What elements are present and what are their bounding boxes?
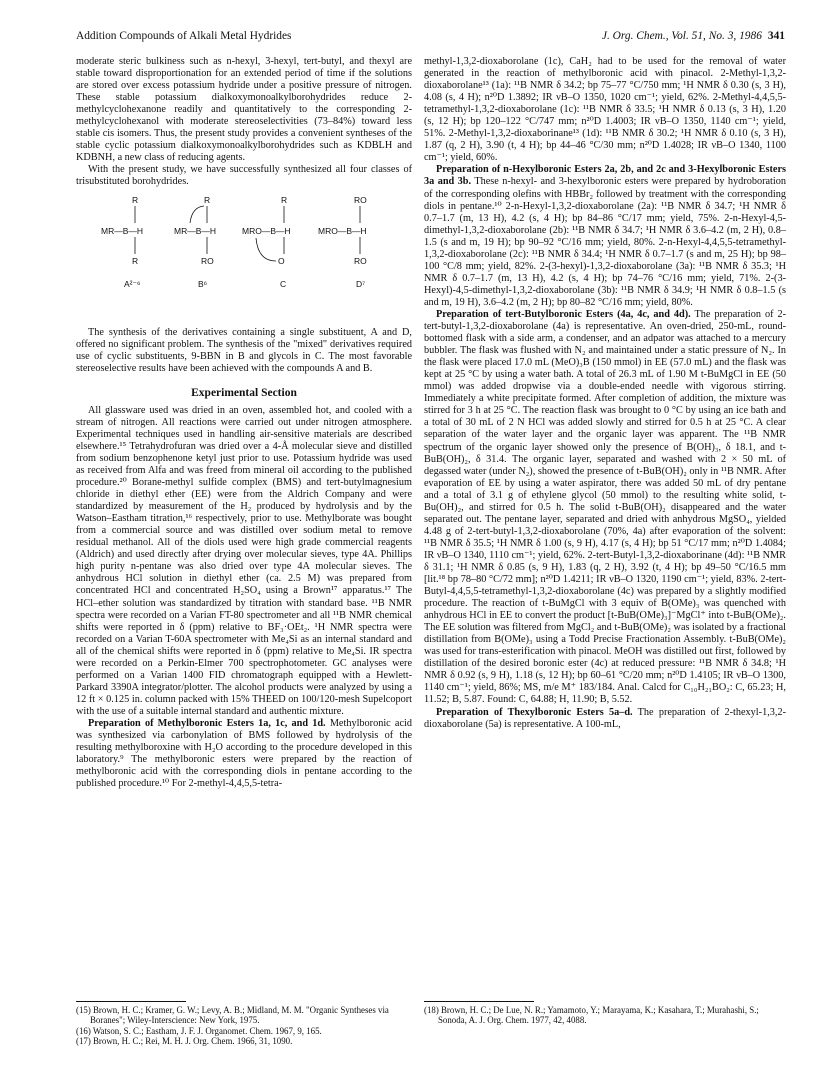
structure-diagram (76, 193, 412, 321)
footnote: (18) Brown, H. C.; De Lue, N. R.; Yamamoto, Y.; Marayama, K.; Kasahara, T.; Murahashi, S.; Sonoda, A. J. Org. Chem. 1977, 42, 4088. (424, 1005, 759, 1026)
svg-text:R: R (132, 194, 139, 205)
structure-b (174, 195, 216, 289)
svg-text:R: R (132, 255, 139, 266)
structure-a (101, 195, 143, 289)
footnotes-left (76, 1001, 412, 1047)
svg-text:R: R (281, 194, 288, 205)
section-heading: Experimental Section (191, 386, 297, 399)
footnote-rule (424, 1001, 534, 1002)
svg-text:MRO—B—H: MRO—B—H (242, 225, 291, 236)
page-number: 341 (767, 30, 785, 42)
structure-label-c: C (280, 278, 287, 289)
running-title: Addition Compounds of Alkali Metal Hydrides (76, 30, 292, 42)
structure-c (242, 195, 291, 289)
footnote: (17) Brown, H. C.; Rei, M. H. J. Org. Chem. 1966, 31, 1090. (76, 1036, 293, 1047)
structure-label-a: A²⁻⁶ (124, 278, 141, 289)
footnotes-right (424, 1001, 786, 1026)
footnote: (16) Watson, S. C.; Eastham, J. F. J. Organomet. Chem. 1967, 9, 165. (76, 1025, 322, 1036)
running-header (76, 30, 785, 46)
subsection-heading: Preparation of tert-Butylboronic Esters (4a, 4c, and 4d). (436, 308, 691, 320)
svg-text:RO: RO (354, 194, 367, 205)
borohydride-structures (76, 193, 412, 321)
right-column (424, 56, 786, 731)
svg-text:MR—B—H: MR—B—H (101, 225, 144, 236)
footnote-rule (76, 1001, 186, 1002)
paragraph: methyl-1,3,2-dioxaborolane (1c), CaH₂ had to be used for the removal of water generated in the reaction of methylboronic acid with pinacol. 2-Methyl-1,3,2-dioxaborolane¹³ (1a): ¹¹B NMR δ 34.2; bp 75–77 °C/750 mm; ¹H NMR δ 0.30 (s, 3 H), 4.08 (s, 4 H); n²⁰D 1.3892; IR νB–O 1350, 1020 cm⁻¹; yield, 62%. 2-Methyl-4,4,5,5-tetramethyl-1,3,2-dioxaborolane (1c): ¹¹B NMR δ 33.5; ¹H NMR δ 0.13 (s, 3 H), 1.20 (s, 12 H); bp 120–122 °C/747 mm; n²⁰D 1.4003; IR νB–O 1350, 1140 cm⁻¹; yield, 51%. 2-Methyl-1,3,2-dioxaborinane¹³ (1d): ¹¹B NMR δ 30.2; ¹H NMR δ 0.10 (s, 3 H), 1.87 (q, 2 H), 3.90 (t, 4 H); bp 44–46 °C/30 mm; n²⁰D 1.4028; IR νB–O 1340, 1100 cm⁻¹; yield, 60%. (424, 56, 786, 164)
footnote: (15) Brown, H. C.; Kramer, G. W.; Levy, A. B.; Midland, M. M. "Organic Syntheses via Boranes"; Wiley-Interscience: New York, 1975. (76, 1005, 389, 1026)
paragraph: Preparation of Thexylboronic Esters 5a–d. The preparation of 2-thexyl-1,3,2-dioxaborolane (5a) is representative. A 100-mL, (424, 706, 786, 730)
svg-text:O: O (278, 255, 285, 266)
structure-label-b: B⁶ (198, 278, 208, 289)
left-column (76, 56, 412, 790)
svg-text:MR—B—H: MR—B—H (174, 225, 217, 236)
structure-d (318, 195, 367, 289)
journal-citation: J. Org. Chem., Vol. 51, No. 3, 1986 341 (601, 30, 785, 42)
svg-text:RO: RO (201, 255, 214, 266)
paragraph: Preparation of tert-Butylboronic Esters (4a, 4c, and 4d). The preparation of 2-tert-butyl-1,3,2-dioxaborolane (4a) is representative. An oven-dried, 250-mL, round-bottomed flask with a side arm, a condenser, and an adpator was attached to a mercury bubbler. The flask was flushed with N₂ and maintained under a static pressure of N₂. In the flask were placed 17.0 mL (MeO)₃B (150 mmol) in EE (57.0 mL) and the flask was kept at 25 °C by using a water bath. A total of 26.3 mL of 1.90 M t-BuMgCl in EE (50 mmol) was added dropwise via a double-ended needle with vigorous stirring. Immediately a white precipitate formed. After completion of addition, the mixture was stirred for 3 h at 25 °C. The reaction flask was brought to 0 °C by using an ice bath and a total of 30 mL of 2 N HCl was added slowly and stirred for 0.5 h at 25 °C. A clear separation of the water layer and the organic layer was apparent. The ¹¹B NMR spectrum of the organic layer showed only the presence of B(OH)₃, δ 18.1, and t-BuB(OH)₂, δ 31.4. The organic layer, separated and washed with 2 × 50 mL of degassed water (under N₂), showed the presence of t-BuB(OH)₂ only in ¹¹B NMR. After evaporation of EE by using a water aspirator, there was added 50 mL of dry pentane and a total of 3.1 g of ethylene glycol (50 mmol) to the resulting white solid, t-Bu(OH)₂, and stirred for 0.5 h. The solid t-BuB(OH)₂ disappeared and the water separated out. The pentane layer, separated and dried with anhydrous MgSO₄, yielded 4.48 g of 2-tert-butyl-1,3,2-dioxaborolane (70%, 4a) after evaporation of the solvent: ¹¹B NMR δ 35.5; ¹H NMR δ 1.00 (s, 9 H), 4.17 (s, 4 H); bp 51 °C/17 mm; n²⁰D 1.4084; IR νB–O 1340, 1110 cm⁻¹; yield, 62%. 2-tert-Butyl-1,3,2-dioxaborinane (4d): ¹¹B NMR δ 31.1; ¹H NMR δ 0.85 (s, 9 H), 1.83 (q, 2 H), 3.92 (t, 4 H); bp 49–50 °C/16.5 mm [lit.¹⁸ bp 78–80 °C/72 mm]; n²⁰D 1.4211; IR νB–O 1320, 1190 cm⁻¹; yield, 83%. 2-tert-Butyl-4,4,5,5-tetramethyl-1,3,2-dioxaborolane (4c) was prepared by a slightly modified procedure. The reaction of t-BuMgCl with 3 equiv of B(OMe)₃ was quenched with anhydrous HCl in EE to convert the product [t-BuB(OMe)₃]⁻MgCl⁺ into t-BuB(OMe)₂. The EE solution was filtered from MgCl₂ and t-BuB(OMe)₂ was isolated by a fractional distillation from B(OMe)₃ using a Todd Precise Fractionation Assembly. t-BuB(OMe)₂ was used for trans-esterification with pinacol. MeOH was distilled out first, followed by distillation of the desired boronic ester (4c) at reduced pressure: ¹¹B NMR δ 34.8; ¹H NMR δ 0.92 (s, 9 H), 1.18 (s, 12 H); bp 60–61 °C/20 mm; n²⁰D 1.4105; IR νB–O 1300, 1140 cm⁻¹; yield, 86%; MS, m/e M⁺ 183/184. Anal. Calcd for C₁₀H₂₁BO₂: C, 65.23; H, 11.52; B, 5.87. Found: C, 64.88; H, 11.90; B, 5.52. (424, 308, 787, 706)
svg-text:R: R (204, 194, 211, 205)
paragraph: With the present study, we have successfully synthesized all four classes of trisubstituted borohydrides. (76, 164, 412, 188)
subsection-heading: Preparation of Methylboronic Esters 1a, 1c, and 1d. (88, 717, 326, 729)
paragraph: Preparation of n-Hexylboronic Esters 2a, 2b, and 2c and 3-Hexylboronic Esters 3a and 3b. These n-hexyl- and 3-hexylboronic esters were prepared by hydroboration of the corresponding olefins with HBBr₂ followed by treatment with the corresponding diols in pentane.¹⁰ 2-n-Hexyl-1,3,2-dioxaborolane (2a): ¹¹B NMR δ 34.7; ¹H NMR δ 0.7–1.7 (m, 13 H), 4.2 (s, 4 H); bp 84–86 °C/17 mm; yield, 75%. 2-n-Hexyl-4,5-dimethyl-1,3,2-dioxaborolane (2b): ¹¹B NMR δ 34.7; ¹H NMR δ 3.6–4.2 (m, 2 H), 0.8–1.5 (s and m, 19 H); bp 90–92 °C/16 mm; yield, 80%. 2-n-Hexyl-4,4,5,5-tetramethyl-1,3,2-dioxaborolane (2c): ¹¹B NMR δ 34.4; ¹H NMR δ 0.7–1.7 (s and m, 25 H); bp 98–100 °C/8 mm; yield, 82%. 2-(3-hexyl)-1,3,2-dioxaborolane (3a): ¹¹B NMR δ 35.3; ¹H NMR δ 0.7–1.7 (m, 13 H), 4.2 (s, 4 H); bp 74–76 °C/16 mm; yield, 71%. 2-(3-Hexyl)-4,5-dimethyl-1,3,2-dioxaborolane (3b): ¹¹B NMR δ 34.9; ¹H NMR δ 0.8–1.5 (s and m, 19 H), 3.6–4.2 (m, 2 H); bp 80–82 °C/16 mm; yield, 80%. (424, 164, 786, 308)
subsection-heading: Preparation of n-Hexylboronic Esters 2a, 2b, and 2c and 3-Hexylboronic Esters 3a and 3b. (424, 164, 786, 188)
subsection-heading: Preparation of Thexylboronic Esters 5a–d. (436, 706, 633, 718)
paragraph: All glassware used was dried in an oven, assembled hot, and cooled with a stream of nitrogen. All reactions were carried out under nitrogen atmosphere. Experimental techniques used in handling air-sensitive materials are described elsewhere.¹⁵ Tetrahydrofuran was dried over a 4-Å molecular sieve and distilled from sodium benzophenone ketyl just prior to use. Potassium hydride was used as received from Alfa and was freed from mineral oil according to the published procedure.²⁰ Borane-methyl sulfide complex (BMS) and tert-butylmagnesium chloride in diethyl ether (EE) were from the Aldrich Company and were standardized by measurement of the H₂ produced by hydrolysis and by the Watson–Eastham titration,¹⁶ respectively, prior to use. Methylborate was bought from a commercial source and was distilled over sodium metal to remove residual methanol. All of the diols used were high grade commercial reagents (Aldrich) and used directly after drying over molecular sieves, type 4A. Phillips high purity n-pentane was also dried over type 4A molecular sieves. The anhydrous HCl solution in diethyl ether (ca. 2.5 M) was prepared from concentrated HCl and concentrated H₂SO₄ using a Brown¹⁷ apparatus.¹⁷ The HCl–ether solution was standardized by titration with standard base. ¹¹B NMR spectra were recorded on a Varian FT-80 spectrometer and all ¹¹B NMR chemical shifts were reported in δ (ppm) relative to BF₃·OEt₂. ¹H NMR spectra were recorded on a Varian T-60A spectrometer with Me₄Si as an internal standard and all of the chemical shifts were reported in δ (ppm) relative to Me₄Si. IR spectra were recorded on a Perkin-Elmer 700 spectrophotometer. GC analyses were performed on a Varian 1400 FID chromatograph equipped with a Hewlett-Parkard 3390A integrator/plotter. The alcohol products were analyzed by using a 12 ft × 0.125 in. column packed with 15% THEED on 100/120-mesh Supelcoport with the use of a suitable internal standard and authentic mixture. (76, 404, 412, 717)
structure-label-d: D⁷ (356, 278, 366, 289)
svg-text:MRO—B—H: MRO—B—H (318, 225, 367, 236)
paragraph: The synthesis of the derivatives containing a single substituent, A and D, offered no significant problem. The synthesis of the "mixed" derivatives required use of cyclic substituents, 9-BBN in B and glycols in C. The most favorable stereoselective results have been achieved with the compounds A and B. (76, 326, 412, 374)
svg-text:RO: RO (354, 255, 367, 266)
paragraph: Preparation of Methylboronic Esters 1a, 1c, and 1d. Methylboronic acid was synthesized via carbonylation of BMS followed by hydrolysis of the resulting methylboroxine with H₂O according to the procedure developed in this laboratory.⁹ The methylboronic esters were prepared by the reaction of methylboronic acid with the corresponding diols in pentane according to the published procedure.¹⁰ For 2-methyl-4,4,5,5-tetra- (76, 717, 412, 790)
paragraph: moderate steric bulkiness such as n-hexyl, 3-hexyl, tert-butyl, and thexyl are stable toward disproportionation for an extended period of time if the solutions are stored over excess potassium hydride under a positive pressure of nitrogen. These stable potassium dialkoxymonoalkylborohydrides reduce 2-methylcyclohexanone readily and quantitatively to the corresponding 2-methylcyclohexanol with moderate stereoselectivities (73–84%) toward less stable cis isomers. Thus, the present study provides a convenient syntheses of the stable cyclic potassium dialkoxymonoalkylborohydrides such as KDBLH and KDBNH, a new class of reducing agents. (76, 56, 412, 164)
